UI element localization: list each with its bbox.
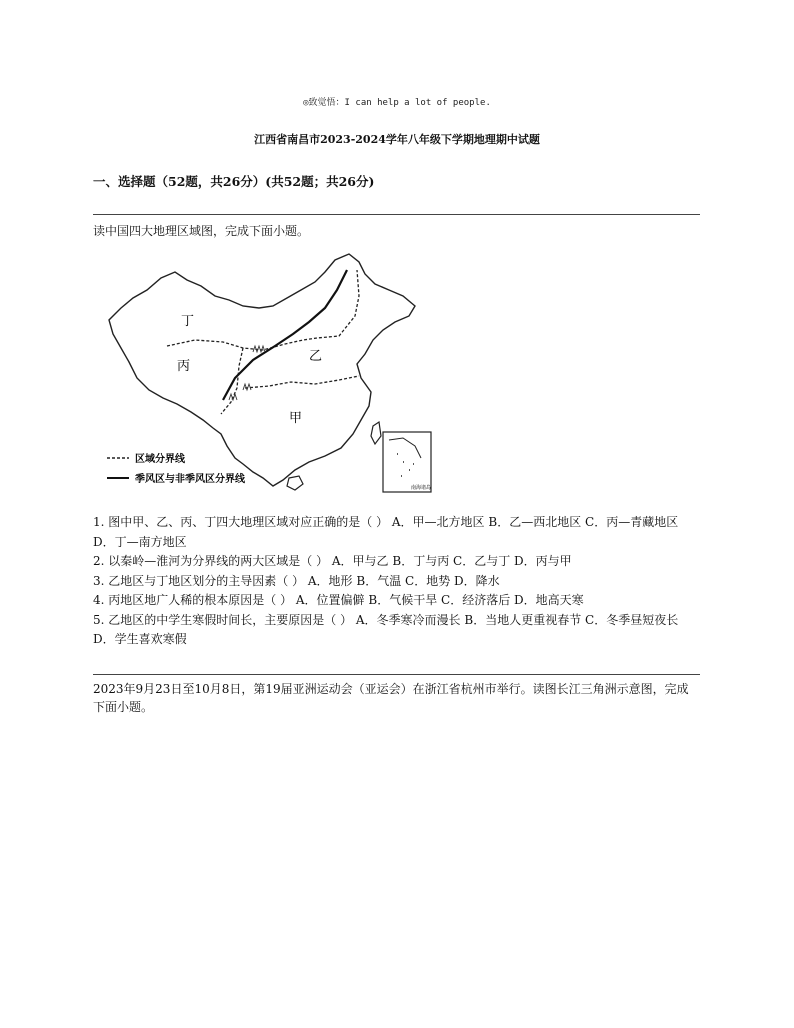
label-yi: 乙 — [309, 349, 323, 364]
question-4: 4. 丙地区地广人稀的根本原因是（ ） A．位置偏僻 B．气候干旱 C．经济落后 D．地高天寒 — [93, 593, 584, 607]
divider — [93, 674, 700, 675]
label-jia: 甲 — [289, 411, 303, 426]
qinling-huaihe-line — [245, 376, 359, 388]
china-outline — [109, 254, 415, 486]
taiwan-island — [371, 422, 381, 444]
monsoon-boundary-line — [223, 270, 347, 400]
legend-monsoon-boundary: 季风区与非季风区分界线 — [135, 474, 245, 485]
region-boundary-line — [221, 348, 243, 414]
question-2: 2. 以秦岭—淮河为分界线的两大区域是（ ） A．甲与乙 B．丁与丙 C．乙与丁 D．丙与甲 — [93, 554, 572, 568]
label-bing: 丙 — [177, 359, 191, 374]
legend-region-boundary: 区域分界线 — [135, 454, 185, 465]
question-3: 3. 乙地区与丁地区划分的主导因素（ ） A．地形 B．气温 C．地势 D．降水 — [93, 573, 500, 588]
section-heading: 一、选择题（52题，共26分）(共52题；共26分) — [93, 174, 375, 189]
inset-label: 南海诸岛 — [411, 485, 432, 491]
mountain-hatching — [229, 346, 265, 400]
region-boundary-line — [167, 270, 359, 350]
hainan-island — [287, 476, 303, 490]
group1-intro: 读中国四大地理区域图，完成下面小题。 — [93, 224, 310, 238]
question-list — [93, 513, 700, 650]
divider — [93, 214, 700, 215]
label-ding: 丁 — [181, 314, 195, 329]
exam-title: 江西省南昌市2023-2024学年八年级下学期地理期中试题 — [254, 133, 540, 146]
question-5: 5. 乙地区的中学生寒假时间长，主要原因是（ ） A．冬季寒冷而漫长 B．当地人更重视春节 C．冬季昼短夜长 D．学生喜欢寒假 — [93, 612, 679, 646]
china-regions-map — [103, 250, 435, 496]
question-1: 1. 图中甲、乙、丙、丁四大地理区域对应正确的是（ ） A．甲—北方地区 B．乙—西北地区 C．丙—青藏地区 D．丁—南方地区 — [93, 515, 679, 549]
motto-header: ◎致觉悟：I can help a lot of people. — [303, 98, 491, 108]
group2-intro: 2023年9月23日至10月8日，第19届亚洲运动会（亚运会）在浙江省杭州市举行。读图长江三角洲示意图，完成下面小题。 — [93, 682, 689, 714]
